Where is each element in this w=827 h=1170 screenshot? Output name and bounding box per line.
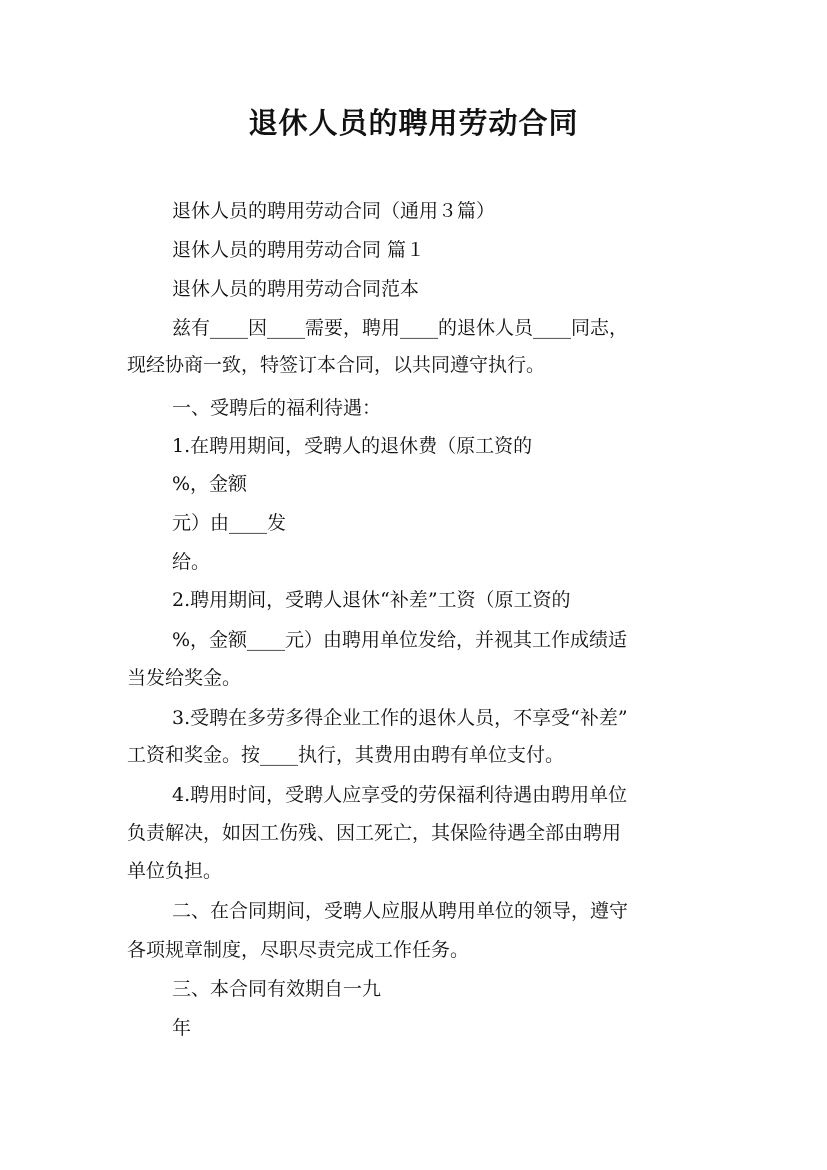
clause-paragraph: 二、在合同期间，受聘人应服从聘用单位的领导，遵守 [172,900,629,922]
paragraph-line: 4.聘用时间，受聘人应享受的劳保福利待遇由聘用单位 [172,784,628,806]
paragraph-line: 年 [172,1017,192,1039]
paragraph-line: %，金额____元）由聘用单位发给，并视其工作成绩适 [172,629,628,651]
paragraph-line: 兹有____因____需要，聘用____的退休人员____同志， [172,317,629,339]
paragraph-line: 工资和奖金。按____执行，其费用由聘有单位支付。 [127,744,565,766]
paragraph-line: 1.在聘用期间，受聘人的退休费（原工资的 [172,435,533,457]
paragraph-line: 现经协商一致，特签订本合同，以共同遵守执行。 [127,354,546,376]
paragraph-line: 单位负担。 [127,860,223,882]
clause-paragraph: 三、本合同有效期自一九 [172,978,382,1000]
paragraph-line: 2.聘用期间，受聘人退休“补差”工资（原工资的 [172,589,571,611]
document-title: 退休人员的聘用劳动合同 [248,106,579,140]
template-heading: 退休人员的聘用劳动合同范本 [172,278,420,300]
paragraph-line: 3.受聘在多劳多得企业工作的退休人员，不享受“补差” [172,707,628,729]
paragraph-line: 各项规章制度，尽职尽责完成工作任务。 [127,939,470,961]
subtitle-line: 退休人员的聘用劳动合同（通用３篇） [172,200,496,222]
paragraph-line: 当发给奖金。 [127,667,242,689]
paragraph-line: 负责解决，如因工伤残、因工死亡，其保险待遇全部由聘用 [127,822,622,844]
paragraph-line: 给。 [172,551,211,573]
clause-heading: 一、受聘后的福利待遇： [172,397,382,419]
paragraph-line: %，金额 [172,473,248,495]
section-heading: 退休人员的聘用劳动合同 篇１ [172,239,426,261]
paragraph-line: 元）由____发 [172,512,287,534]
